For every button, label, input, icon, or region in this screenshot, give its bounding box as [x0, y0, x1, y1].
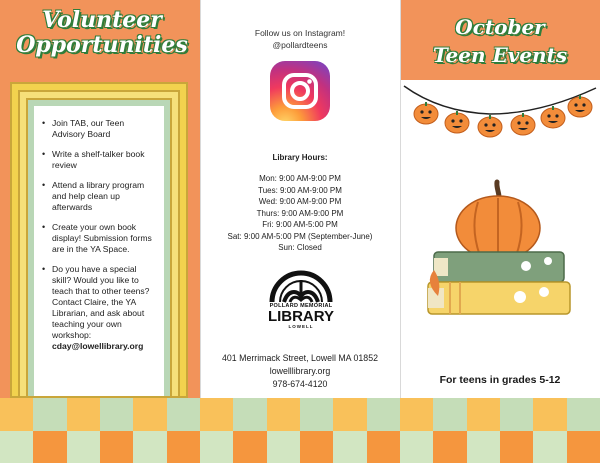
list-item: • Attend a library program and help clean up afterwards — [40, 180, 158, 213]
contact-email[interactable]: cday@lowellibrary.org — [52, 341, 144, 351]
books-pumpkin-icon — [420, 178, 580, 318]
address: 401 Merrimack Street, Lowell MA 01852 — [222, 353, 378, 363]
hours-row: Fri: 9:00 AM-5:00 PM — [262, 220, 338, 229]
website-link[interactable]: lowelllibrary.org — [269, 366, 331, 376]
events-panel — [400, 0, 600, 463]
hours-row: Wed: 9:00 AM-9:00 PM — [258, 197, 342, 206]
volunteer-panel — [0, 0, 200, 463]
hours-row: Mon: 9:00 AM-9:00 PM — [259, 174, 341, 183]
door-frame — [10, 82, 188, 398]
list-item: • Join TAB, our Teen Advisory Board — [40, 118, 158, 140]
hours-row: Sun: Closed — [278, 243, 322, 252]
volunteer-title: Volunteer Opportunities — [16, 7, 188, 58]
volunteer-list — [34, 106, 164, 352]
info-panel — [200, 0, 400, 463]
events-title: October Teen Events — [432, 15, 568, 67]
fold-line — [400, 0, 401, 463]
phone-number[interactable]: 978-674-4120 — [272, 379, 328, 389]
list-item: • Do you have a special skill? Would you like to teach that to other teens? Contact Claire, the YA Librarian, and ask about teaching your own workshop: cday@lowellibrary.org — [40, 264, 158, 352]
audience-text: For teens in grades 5-12 — [439, 374, 561, 386]
hours-title: Library Hours: — [272, 153, 328, 162]
instagram-icon[interactable] — [270, 61, 330, 121]
hours-row: Tues: 9:00 AM-9:00 PM — [258, 185, 342, 195]
hours-list — [200, 173, 400, 254]
instagram-text: Follow us on Instagram! @pollardteens — [200, 27, 400, 51]
hours-row: Sat: 9:00 AM-5:00 PM (September-June) — [227, 231, 373, 241]
list-item: • Write a shelf-talker book review — [40, 149, 158, 171]
list-item: • Create your own book display! Submission forms are in the YA Space. — [40, 222, 158, 255]
contact-info — [200, 352, 400, 391]
checkered-footer — [0, 398, 600, 463]
hours-row: Thurs: 9:00 AM-9:00 PM — [256, 208, 344, 218]
library-logo: POLLARD MEMORIAL LIBRARY LOWELL — [266, 266, 336, 328]
instagram-handle[interactable]: @pollardteens — [272, 40, 328, 50]
pumpkin-garland-icon — [400, 78, 600, 148]
fold-line — [200, 0, 201, 463]
volunteer-card — [34, 106, 164, 396]
